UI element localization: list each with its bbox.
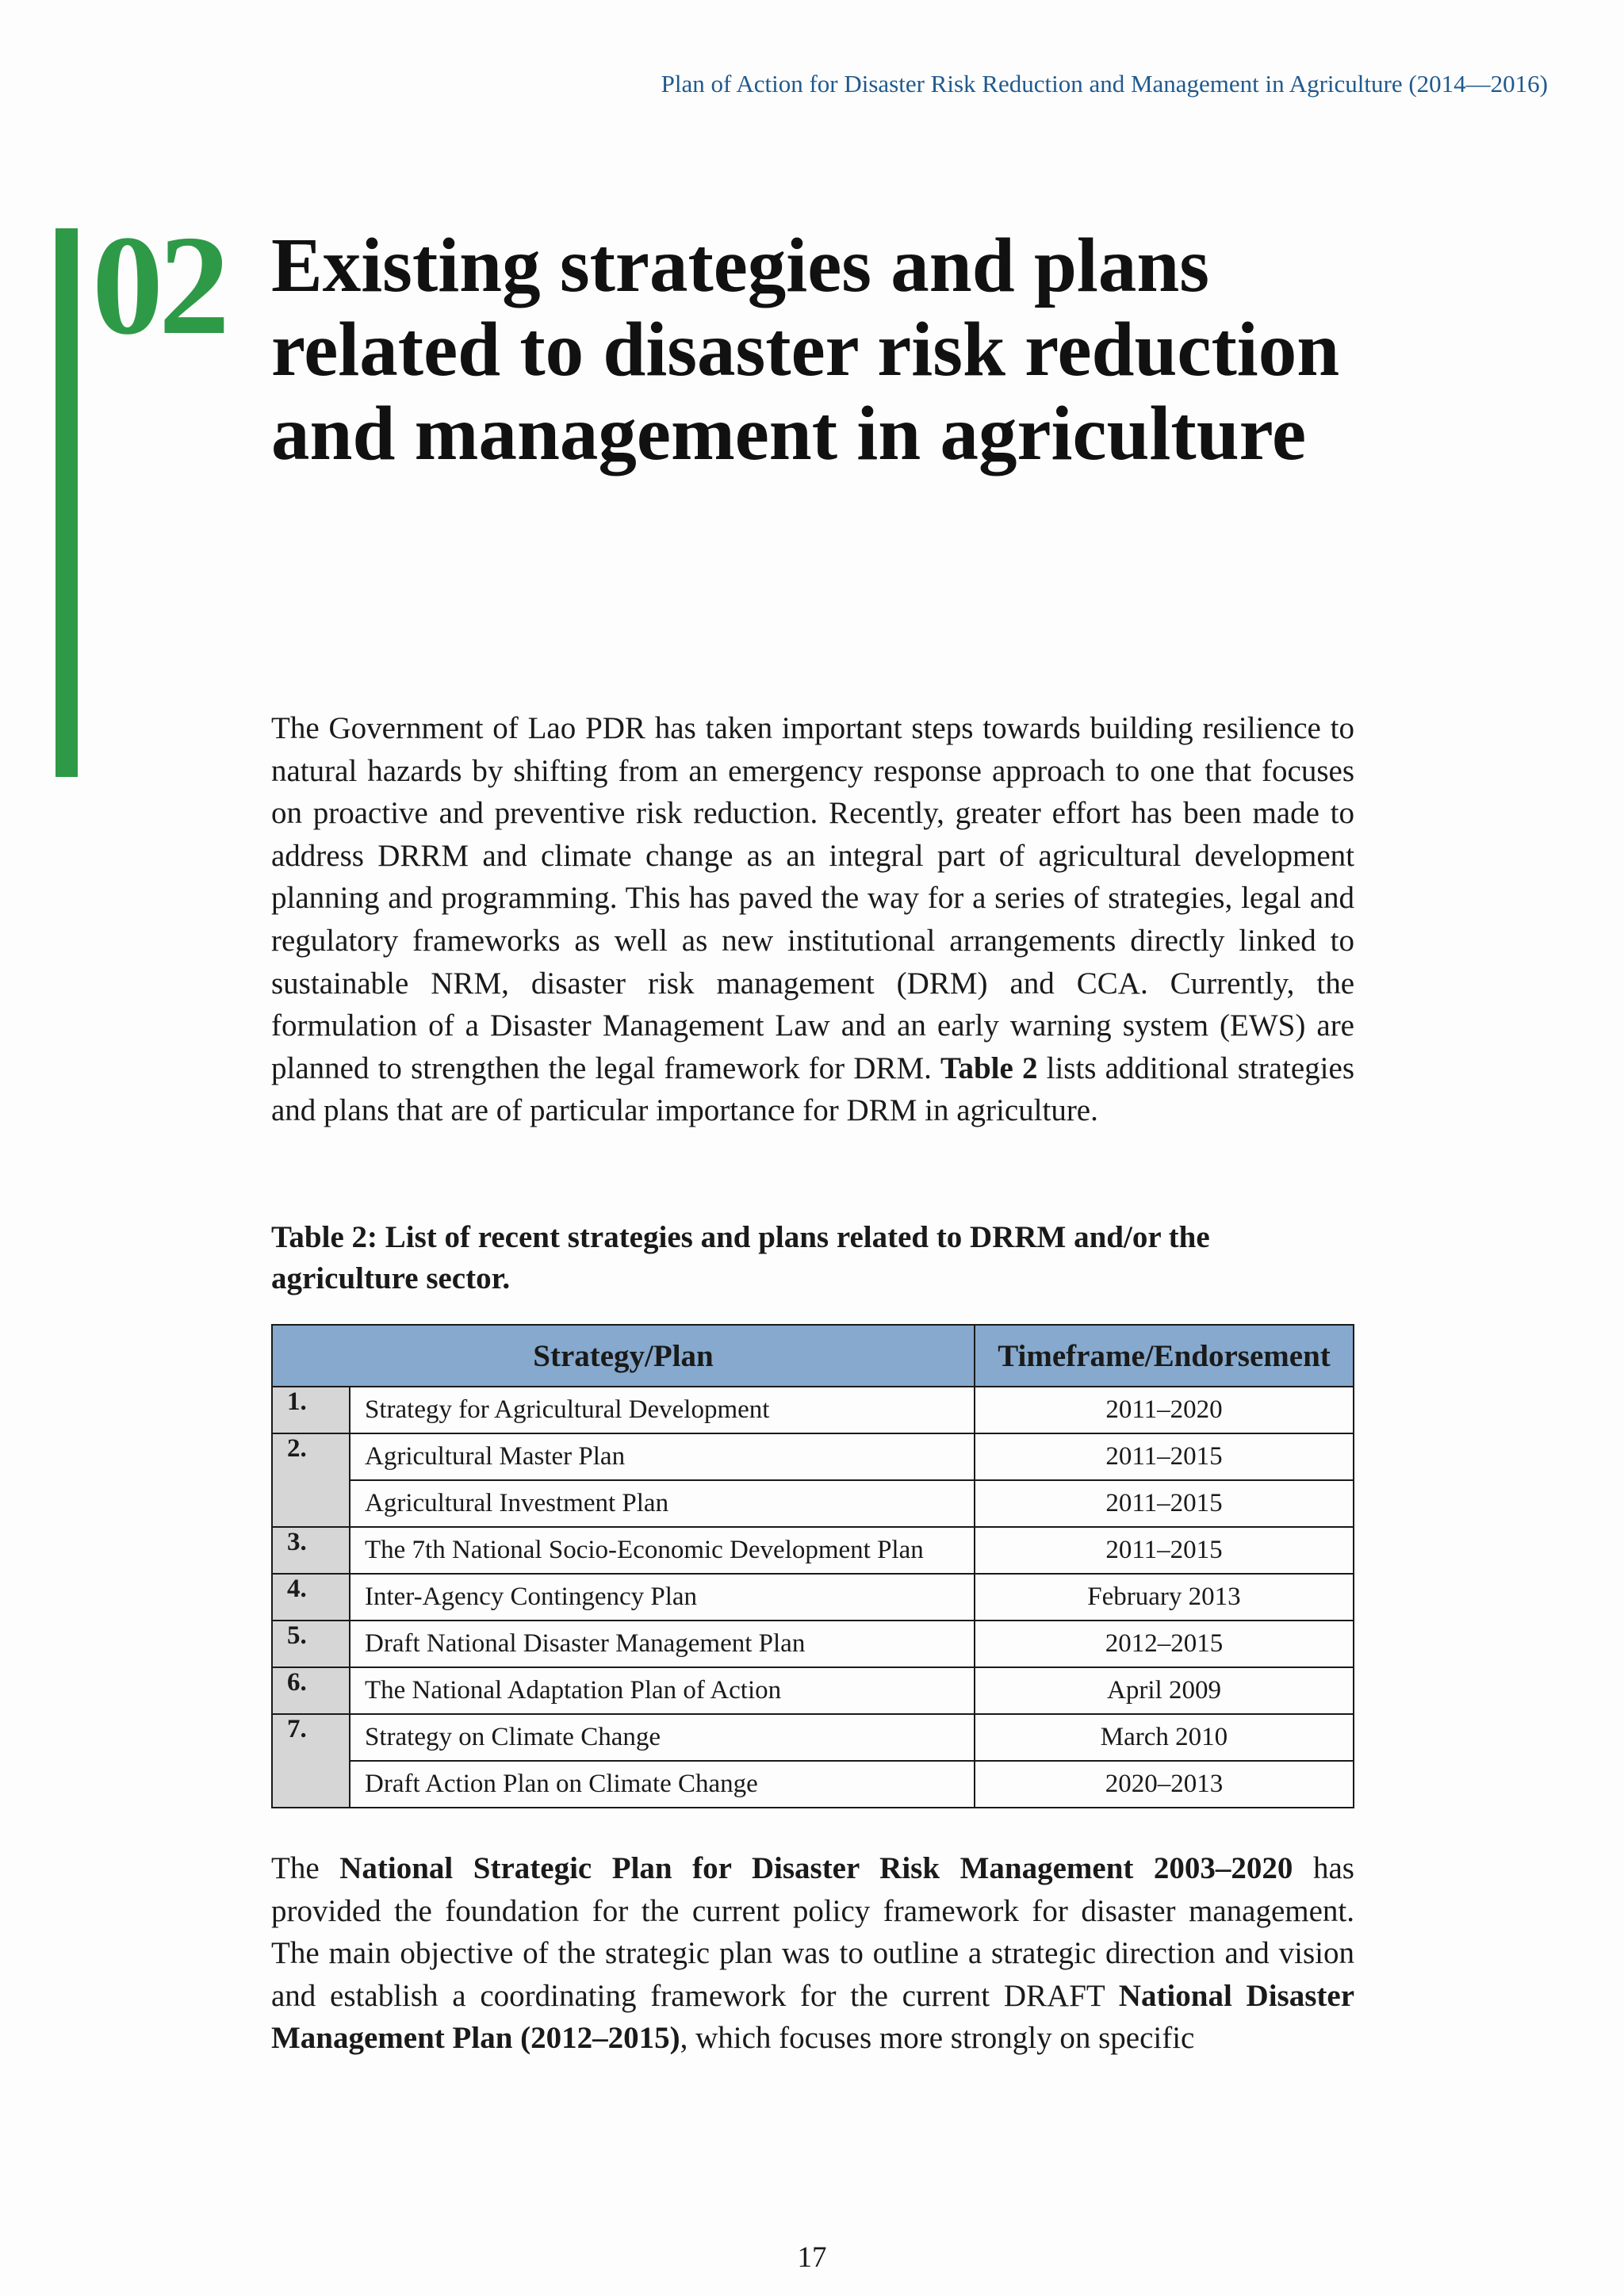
intro-text-2: lists additional strategies and plans that are of particular importance for DRM in agriculture. — [271, 1050, 1355, 1128]
row-plan: The 7th National Socio-Economic Development Plan — [350, 1527, 975, 1574]
header-strategy-plan: Strategy/Plan — [272, 1325, 975, 1387]
row-timeframe: 2011–2015 — [975, 1480, 1354, 1527]
table-row — [272, 1387, 1354, 1433]
header-timeframe: Timeframe/Endorsement — [975, 1325, 1354, 1387]
chapter-accent-bar — [56, 228, 78, 777]
table-header-row — [272, 1325, 1354, 1387]
row-plan: Inter-Agency Contingency Plan — [350, 1574, 975, 1621]
table-row — [272, 1667, 1354, 1714]
table-row — [272, 1433, 1354, 1480]
table-row — [272, 1761, 1354, 1808]
strategies-table — [271, 1324, 1354, 1808]
table-caption: Table 2: List of recent strategies and plans related to DRRM and/or the agriculture sector. — [271, 1220, 1210, 1295]
row-number: 1. — [272, 1387, 350, 1433]
row-number: 4. — [272, 1574, 350, 1621]
closing-text-2: has provided the foundation for the current policy framework for disaster management. The main objective of the strategic plan was to outline a strategic direction and vision and establish a coordinating framework for the current DRAFT — [271, 1851, 1354, 2013]
row-number: 2. — [272, 1433, 350, 1527]
row-plan: The National Adaptation Plan of Action — [350, 1667, 975, 1714]
row-plan: Strategy for Agricultural Development — [350, 1387, 975, 1433]
chapter-number: 02 — [92, 206, 225, 364]
intro-paragraph — [271, 707, 1354, 1132]
row-timeframe: 2012–2015 — [975, 1621, 1354, 1667]
row-plan: Agricultural Investment Plan — [350, 1480, 975, 1527]
running-header: Plan of Action for Disaster Risk Reduction and Management in Agriculture (2014—2016) — [661, 70, 1548, 98]
table-row — [272, 1621, 1354, 1667]
closing-bold-2: National Disaster Management Plan (2012–2015) — [271, 1978, 1355, 2056]
closing-text-1: The — [271, 1851, 320, 1885]
row-plan: Draft National Disaster Management Plan — [350, 1621, 975, 1667]
row-plan: Draft Action Plan on Climate Change — [350, 1761, 975, 1808]
row-plan: Strategy on Climate Change — [350, 1714, 975, 1761]
row-timeframe: 2020–2013 — [975, 1761, 1354, 1808]
row-number: 7. — [272, 1714, 350, 1808]
closing-bold-1: National Strategic Plan for Disaster Risk Management 2003–2020 — [339, 1851, 1293, 1885]
page-number: 17 — [797, 2241, 827, 2274]
row-timeframe: 2011–2015 — [975, 1527, 1354, 1574]
table-reference: Table 2 — [940, 1050, 1038, 1085]
table-row — [272, 1480, 1354, 1527]
row-timeframe: 2011–2015 — [975, 1433, 1354, 1480]
row-timeframe: April 2009 — [975, 1667, 1354, 1714]
table-row — [272, 1714, 1354, 1761]
row-timeframe: February 2013 — [975, 1574, 1354, 1621]
row-number: 3. — [272, 1527, 350, 1574]
row-plan: Agricultural Master Plan — [350, 1433, 975, 1480]
intro-text-1: The Government of Lao PDR has taken important steps towards building resilience to natural hazards by shifting from an emergency response approach to one that focuses on proactive and preventive risk reduction. Recently, greater effort has been made to address DRRM and climate change as an integral part of agricultural development planning and programming. This has paved the way for a series of strategies, legal and regulatory frameworks as well as new institutional arrangements directly linked to sustainable NRM, disaster risk management (DRM) and CCA. Currently, the formulation of a Disaster Management Law and an early warning system (EWS) are planned to strengthen the legal framework for DRM. — [271, 711, 1354, 1085]
row-number: 5. — [272, 1621, 350, 1667]
row-timeframe: 2011–2020 — [975, 1387, 1354, 1433]
table-row — [272, 1574, 1354, 1621]
closing-paragraph — [271, 1847, 1354, 2060]
chapter-title: Existing strategies and plans related to disaster risk reduction and management in agriculture — [271, 223, 1340, 476]
table-row — [272, 1527, 1354, 1574]
row-timeframe: March 2010 — [975, 1714, 1354, 1761]
closing-text-3: , which focuses more strongly on specific — [680, 2021, 1195, 2056]
row-number: 6. — [272, 1667, 350, 1714]
